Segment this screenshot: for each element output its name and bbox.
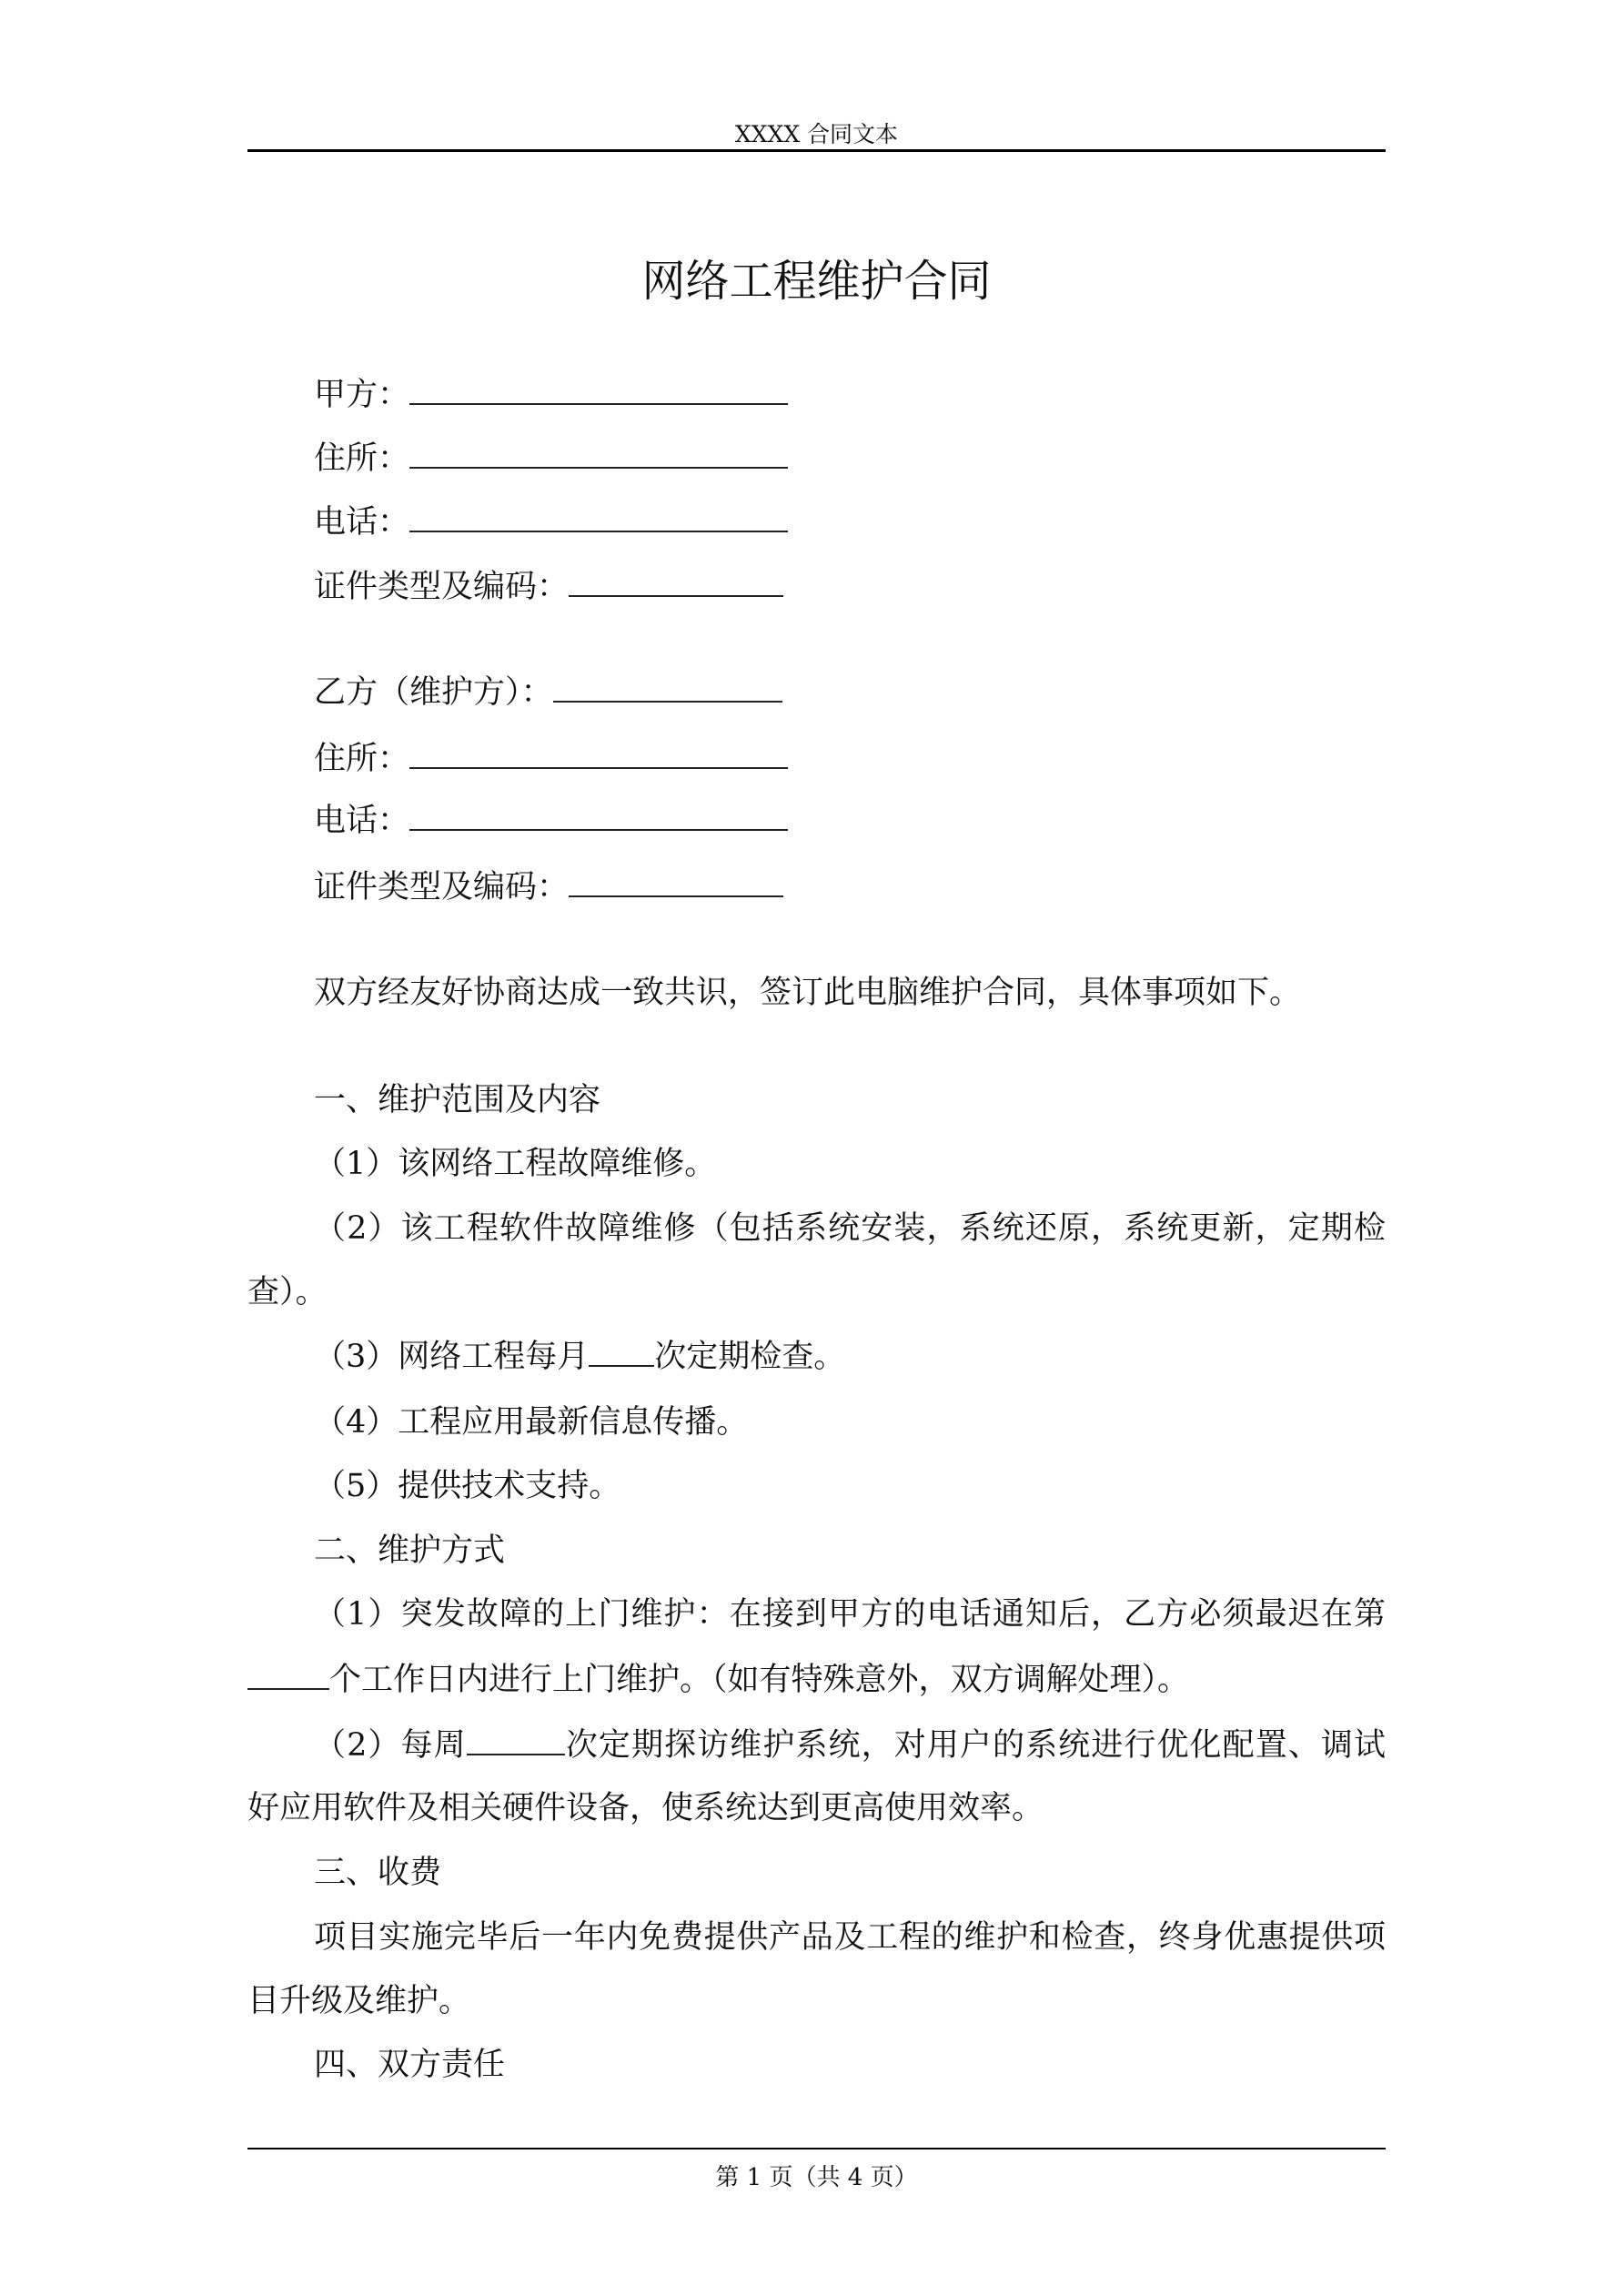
party-b-id-field [314,868,783,905]
label: 甲方： [314,377,410,413]
blank-line [553,673,782,703]
party-b-name-field [314,673,782,711]
blank-line [409,802,788,831]
intro-paragraph: 双方经友好协商达成一致共识，签订此电脑维护合同，具体事项如下。 [314,975,1302,1011]
blank-line [569,868,783,897]
document-title: 网络工程维护合同 [641,256,992,307]
party-b-phone-field [314,802,788,839]
section-1-item-2-continued: 查）。 [247,1274,328,1310]
blank-line [409,440,788,469]
label: 证件类型及编码： [314,869,570,905]
section-1-item-2: （2）该工程软件故障维修（包括系统安装，系统还原，系统更新，定期检 [314,1210,1386,1247]
section-1-item-4: （4）工程应用最新信息传播。 [314,1404,749,1441]
label: 证件类型及编码： [314,569,570,605]
section-1-item-3 [314,1338,845,1375]
section-3-paragraph-continued: 目升级及维护。 [247,1983,471,2019]
section-1-item-5: （5）提供技术支持。 [314,1468,621,1504]
party-a-name-field [314,376,788,413]
blank-line [569,568,783,597]
blank-line [589,1338,654,1367]
section-2-item-2 [314,1726,1386,1764]
footer-divider [247,2148,1386,2149]
running-header: XXXX 合同文本 [734,121,899,147]
blank-line [409,740,788,769]
label: 乙方（维护方）： [314,674,553,711]
blank-line [247,1661,329,1690]
section-3-paragraph: 项目实施完毕后一年内免费提供产品及工程的维护和检查，终身优惠提供项 [314,1919,1386,1956]
label: 电话： [314,504,410,541]
label: 住所： [314,440,410,477]
section-2-heading: 二、维护方式 [314,1532,506,1569]
label: 电话： [314,803,410,839]
party-b-address-field [314,740,788,777]
page-number: 第 1 页（共 4 页） [715,2164,918,2191]
party-a-address-field [314,440,788,477]
section-3-heading: 三、收费 [314,1855,442,1891]
party-a-id-field [314,568,783,605]
blank-line [409,376,788,405]
header-divider [247,149,1386,152]
text: 次定期检查。 [654,1339,846,1375]
text: 个工作日内进行上门维护。（如有特殊意外，双方调解处理）。 [329,1662,1190,1698]
text: （3）网络工程每月 [314,1339,590,1375]
label: 住所： [314,741,410,777]
blank-line [467,1726,565,1755]
section-2-item-1: （1）突发故障的上门维护：在接到甲方的电话通知后，乙方必须最迟在第 [314,1596,1386,1633]
party-a-phone-field [314,503,788,541]
section-2-item-1-continued [247,1661,1189,1698]
section-2-item-2-continued: 好应用软件及相关硬件设备，使系统达到更高使用效率。 [247,1790,1044,1826]
section-1-heading: 一、维护范围及内容 [314,1082,601,1118]
section-1-item-1: （1）该网络工程故障维修。 [314,1146,717,1182]
section-4-heading: 四、双方责任 [314,2047,506,2083]
blank-line [409,503,788,532]
text: 次定期探访维护系统，对用户的系统进行优化配置、调试 [564,1727,1386,1764]
text: （2）每周 [314,1727,467,1764]
